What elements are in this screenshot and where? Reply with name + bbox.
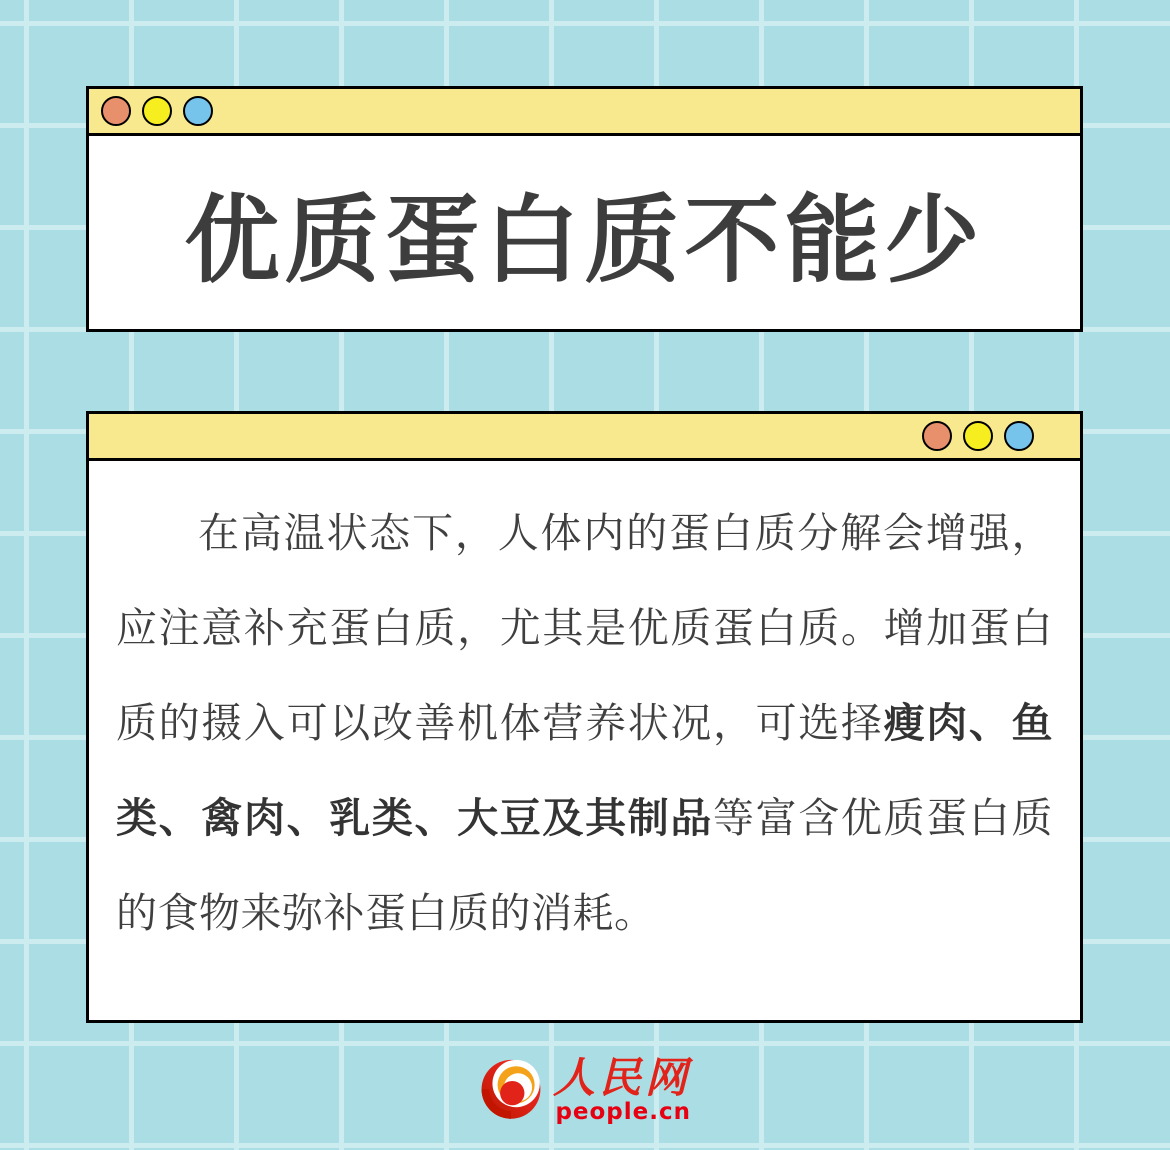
- people-cn-globe-icon: [479, 1056, 543, 1120]
- text-card-body: [89, 461, 1080, 961]
- title-card-header-bar: [89, 89, 1080, 136]
- title-window-card: [86, 86, 1083, 332]
- body-paragraph: [116, 486, 1053, 961]
- people-cn-logo: [479, 1053, 692, 1125]
- logo-brand-name: 人民网: [552, 1053, 692, 1102]
- window-red-dot-icon: [101, 96, 131, 126]
- paragraph-segment: 等富含优质蛋白质的食物来弥补蛋白质的消耗。: [116, 794, 1053, 937]
- window-red-dot-icon: [922, 421, 952, 451]
- logo-brand-url: people.cn: [555, 1099, 692, 1125]
- page-title: 优质蛋白质不能少: [184, 184, 985, 296]
- text-card-header-bar: [89, 414, 1080, 461]
- window-yellow-dot-icon: [142, 96, 172, 126]
- paragraph-segment: 在高温状态下，人体内的蛋白质分解会增强，应注意补充蛋白质，尤其是优质蛋白质。增加蛋白质的摄入可以改善机体营养状况，可选择: [116, 509, 1053, 747]
- logo-text-block: [552, 1053, 692, 1125]
- window-blue-dot-icon: [183, 96, 213, 126]
- text-window-card: [86, 411, 1083, 1023]
- title-card-body: [89, 136, 1080, 329]
- paragraph-segment-bold: 瘦肉、鱼类、禽肉、乳类、大豆及其制品: [116, 699, 1054, 842]
- window-blue-dot-icon: [1004, 421, 1034, 451]
- window-yellow-dot-icon: [963, 421, 993, 451]
